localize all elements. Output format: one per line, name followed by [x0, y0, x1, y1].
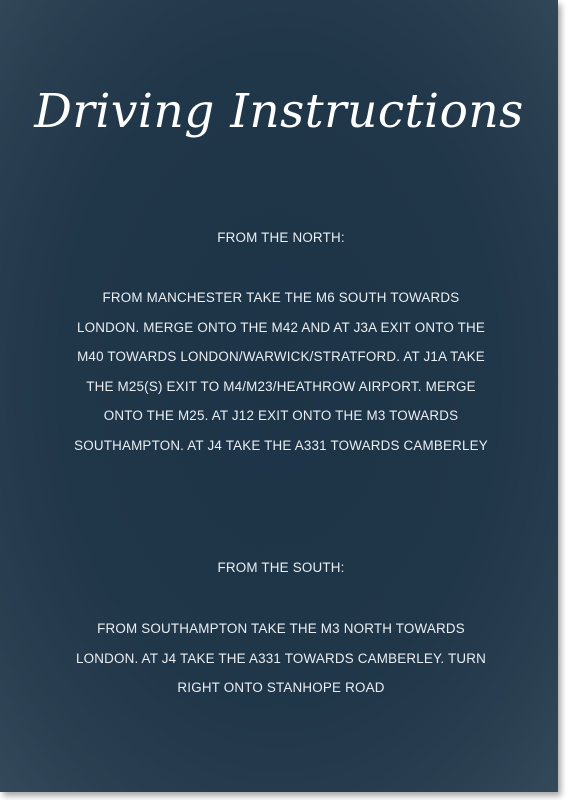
page-title: Driving Instructions: [34, 84, 524, 139]
section-text-south: FROM SOUTHAMPTON TAKE THE M3 NORTH TOWARDS LONDON. AT J4 TAKE THE A331 TOWARDS CAMBERLEY. TURN RIGHT ONTO STANHOPE ROAD: [75, 621, 487, 696]
section-heading-south: FROM THE SOUTH:: [217, 560, 345, 575]
section-heading-north: FROM THE NORTH:: [217, 230, 345, 245]
section-text-north: FROM MANCHESTER TAKE THE M6 SOUTH TOWARDS LONDON. MERGE ONTO THE M42 AND AT J3A EXIT ONTO THE M40 TOWARDS LONDON/WARWICK/STRATFORD. AT J1A TAKE THE M25(S) EXIT TO M4/M23/HEATHROW AIRPORT. MERGE ONTO THE M25. AT J12 EXIT ONTO THE M3 TOWARDS SOUTHAMPTON. AT J4 TAKE THE A331 TOWARDS CAMBERLEY: [74, 290, 488, 453]
